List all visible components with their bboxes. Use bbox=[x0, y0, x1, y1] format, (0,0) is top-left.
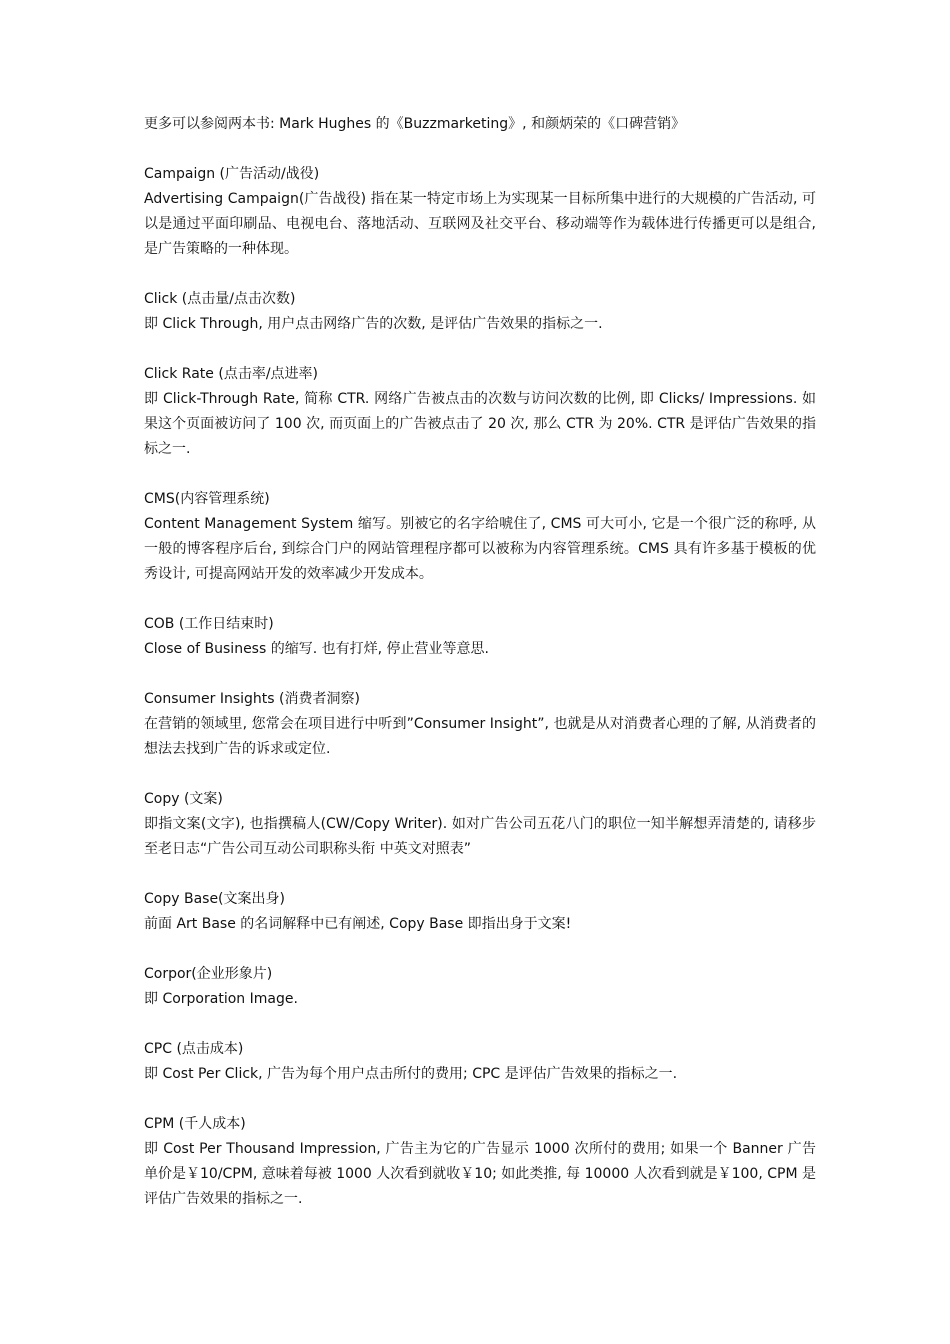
glossary-entry-campaign bbox=[144, 162, 816, 262]
glossary-entry-copy-base bbox=[144, 887, 816, 937]
entry-definition: Content Management System 缩写。别被它的名字给唬住了, CMS 可大可小, 它是一个很广泛的称呼, 从一般的博客程序后台, 到综合门户的网站管理程序都可以被称为内容管理系统。CMS 具有许多基于模板的优秀设计, 可提高网站开发的效率减少开发成本。 bbox=[144, 516, 816, 582]
entry-term: Copy (文案) bbox=[144, 791, 223, 807]
entry-term: COB (工作日结束时) bbox=[144, 616, 274, 632]
entry-term: Corpor(企业形象片) bbox=[144, 966, 273, 982]
entry-definition: 前面 Art Base 的名词解释中已有阐述, Copy Base 即指出身于文案! bbox=[144, 916, 572, 932]
entry-term: Campaign (广告活动/战役) bbox=[144, 166, 320, 182]
intro-paragraph: 更多可以参阅两本书: Mark Hughes 的《Buzzmarketing》, 和颜炳荣的《口碑营销》 bbox=[144, 116, 686, 132]
glossary-entry-cpm bbox=[144, 1112, 816, 1212]
entry-term: CPM (千人成本) bbox=[144, 1116, 246, 1132]
glossary-entry-cob bbox=[144, 612, 816, 662]
glossary-entry-click-rate bbox=[144, 362, 816, 462]
entry-term: Copy Base(文案出身) bbox=[144, 891, 285, 907]
entry-term: Click (点击量/点击次数) bbox=[144, 291, 296, 307]
entry-term: CPC (点击成本) bbox=[144, 1041, 244, 1057]
glossary-entry-click bbox=[144, 287, 816, 337]
entry-definition: 即指文案(文字), 也指撰稿人(CW/Copy Writer). 如对广告公司五花八门的职位一知半解想弄清楚的, 请移步至老日志“广告公司互动公司职称头衔 中英文对照表” bbox=[144, 816, 816, 857]
glossary-entry-cpc bbox=[144, 1037, 816, 1087]
glossary-entry-copy bbox=[144, 787, 816, 862]
entry-definition: 在营销的领域里, 您常会在项目进行中听到”Consumer Insight”, 也就是从对消费者心理的了解, 从消费者的想法去找到广告的诉求或定位. bbox=[144, 716, 816, 757]
glossary-entry-corpor bbox=[144, 962, 816, 1012]
entry-definition: Close of Business 的缩写. 也有打烊, 停止营业等意思. bbox=[144, 641, 489, 657]
document-page bbox=[144, 112, 816, 1237]
entry-definition: Advertising Campaign(广告战役) 指在某一特定市场上为实现某一目标所集中进行的大规模的广告活动, 可以是通过平面印刷品、电视电台、落地活动、互联网及社交平台、移动端等作为载体进行传播更可以是组合, 是广告策略的一种体现。 bbox=[144, 191, 816, 257]
entry-term: CMS(内容管理系统) bbox=[144, 491, 270, 507]
entry-definition: 即 Cost Per Thousand Impression, 广告主为它的广告显示 1000 次所付的费用; 如果一个 Banner 广告单价是￥10/CPM, 意味着每被 1000 人次看到就收￥10; 如此类推, 每 10000 人次看到就是￥100, CPM 是评估广告效果的指标之一. bbox=[144, 1141, 816, 1207]
glossary-entry-consumer-insights bbox=[144, 687, 816, 762]
glossary-entry-cms bbox=[144, 487, 816, 587]
entry-definition: 即 Corporation Image. bbox=[144, 991, 298, 1007]
entry-term: Consumer Insights (消费者洞察) bbox=[144, 691, 360, 707]
entry-term: Click Rate (点击率/点进率) bbox=[144, 366, 319, 382]
entry-definition: 即 Click Through, 用户点击网络广告的次数, 是评估广告效果的指标之一. bbox=[144, 316, 603, 332]
entry-definition: 即 Click-Through Rate, 简称 CTR. 网络广告被点击的次数与访问次数的比例, 即 Clicks/ Impressions. 如果这个页面被访问了 100 次, 而页面上的广告被点击了 20 次, 那么 CTR 为 20%. CTR 是评估广告效果的指标之一. bbox=[144, 391, 816, 457]
entry-definition: 即 Cost Per Click, 广告为每个用户点击所付的费用; CPC 是评估广告效果的指标之一. bbox=[144, 1066, 678, 1082]
